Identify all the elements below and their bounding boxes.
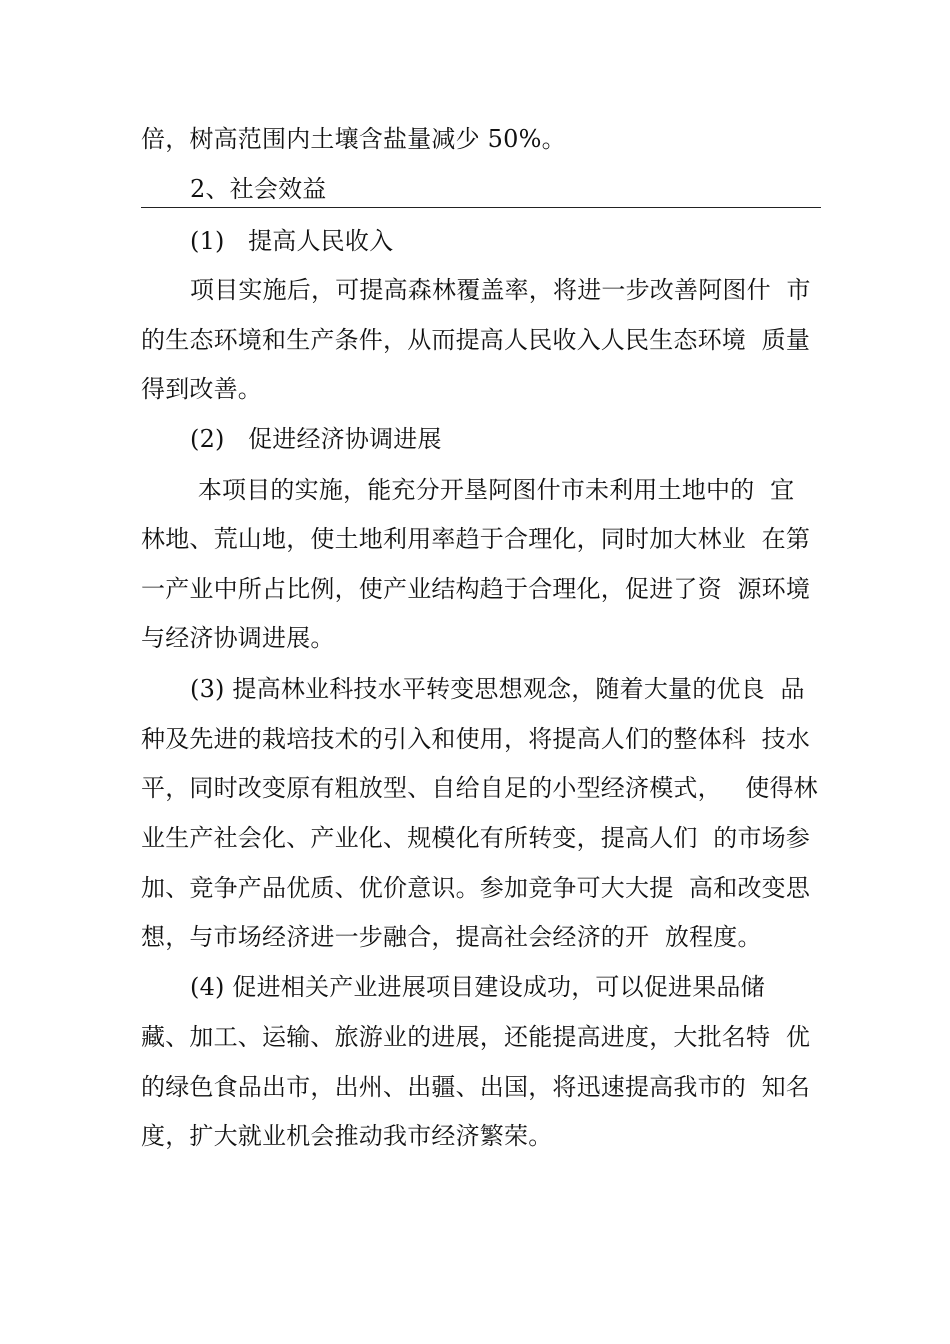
paragraph-line: 林地、荒山地，使土地利用率趋于合理化，同时加大林业 在第 [141,525,811,553]
subsection-heading: (1) 提高人民收入 [190,227,394,255]
paragraph-line: 得到改善。 [141,375,262,403]
paragraph-line: 的生态环境和生产条件，从而提高人民收入人民生态环境 质量 [141,326,811,354]
paragraph-line: 的绿色食品出市，出州、出疆、出国，将迅速提高我市的 知名 [141,1073,811,1101]
paragraph-line: (4) 促进相关产业进展项目建设成功，可以促进果品储 [190,973,765,1001]
paragraph-line: 种及先进的栽培技术的引入和使用，将提高人们的整体科 技水 [141,725,811,753]
paragraph-line: 一产业中所占比例，使产业结构趋于合理化，促进了资 源环境 [141,575,811,603]
paragraph-line: (3) 提高林业科技水平转变思想观念，随着大量的优良 品 [190,675,805,703]
paragraph-line: 项目实施后，可提高森林覆盖率，将进一步改善阿图什 市 [190,276,811,304]
paragraph-line: 本项目的实施，能充分开垦阿图什市未利用土地中的 宜 [190,476,795,504]
paragraph-line: 藏、加工、运输、旅游业的进展，还能提高进度，大批名特 优 [141,1023,811,1051]
paragraph-line: 度，扩大就业机会推动我市经济繁荣。 [141,1122,553,1150]
paragraph-line: 平，同时改变原有粗放型、自给自足的小型经济模式， 使得林 [141,774,818,802]
paragraph-line: 加、竞争产品优质、优价意识。参加竞争可大大提 高和改变思 [141,874,811,902]
paragraph-line: 业生产社会化、产业化、规模化有所转变，提高人们 的市场参 [141,824,811,852]
paragraph-line: 倍，树高范围内土壤含盐量减少 50%。 [141,125,566,153]
subsection-heading: (2) 促进经济协调进展 [190,425,442,453]
paragraph-line: 想，与市场经济进一步融合，提高社会经济的开 放程度。 [141,923,762,951]
horizontal-rule [141,207,821,208]
section-heading: 2、社会效益 [190,175,327,203]
paragraph-line: 与经济协调进展。 [141,624,335,652]
